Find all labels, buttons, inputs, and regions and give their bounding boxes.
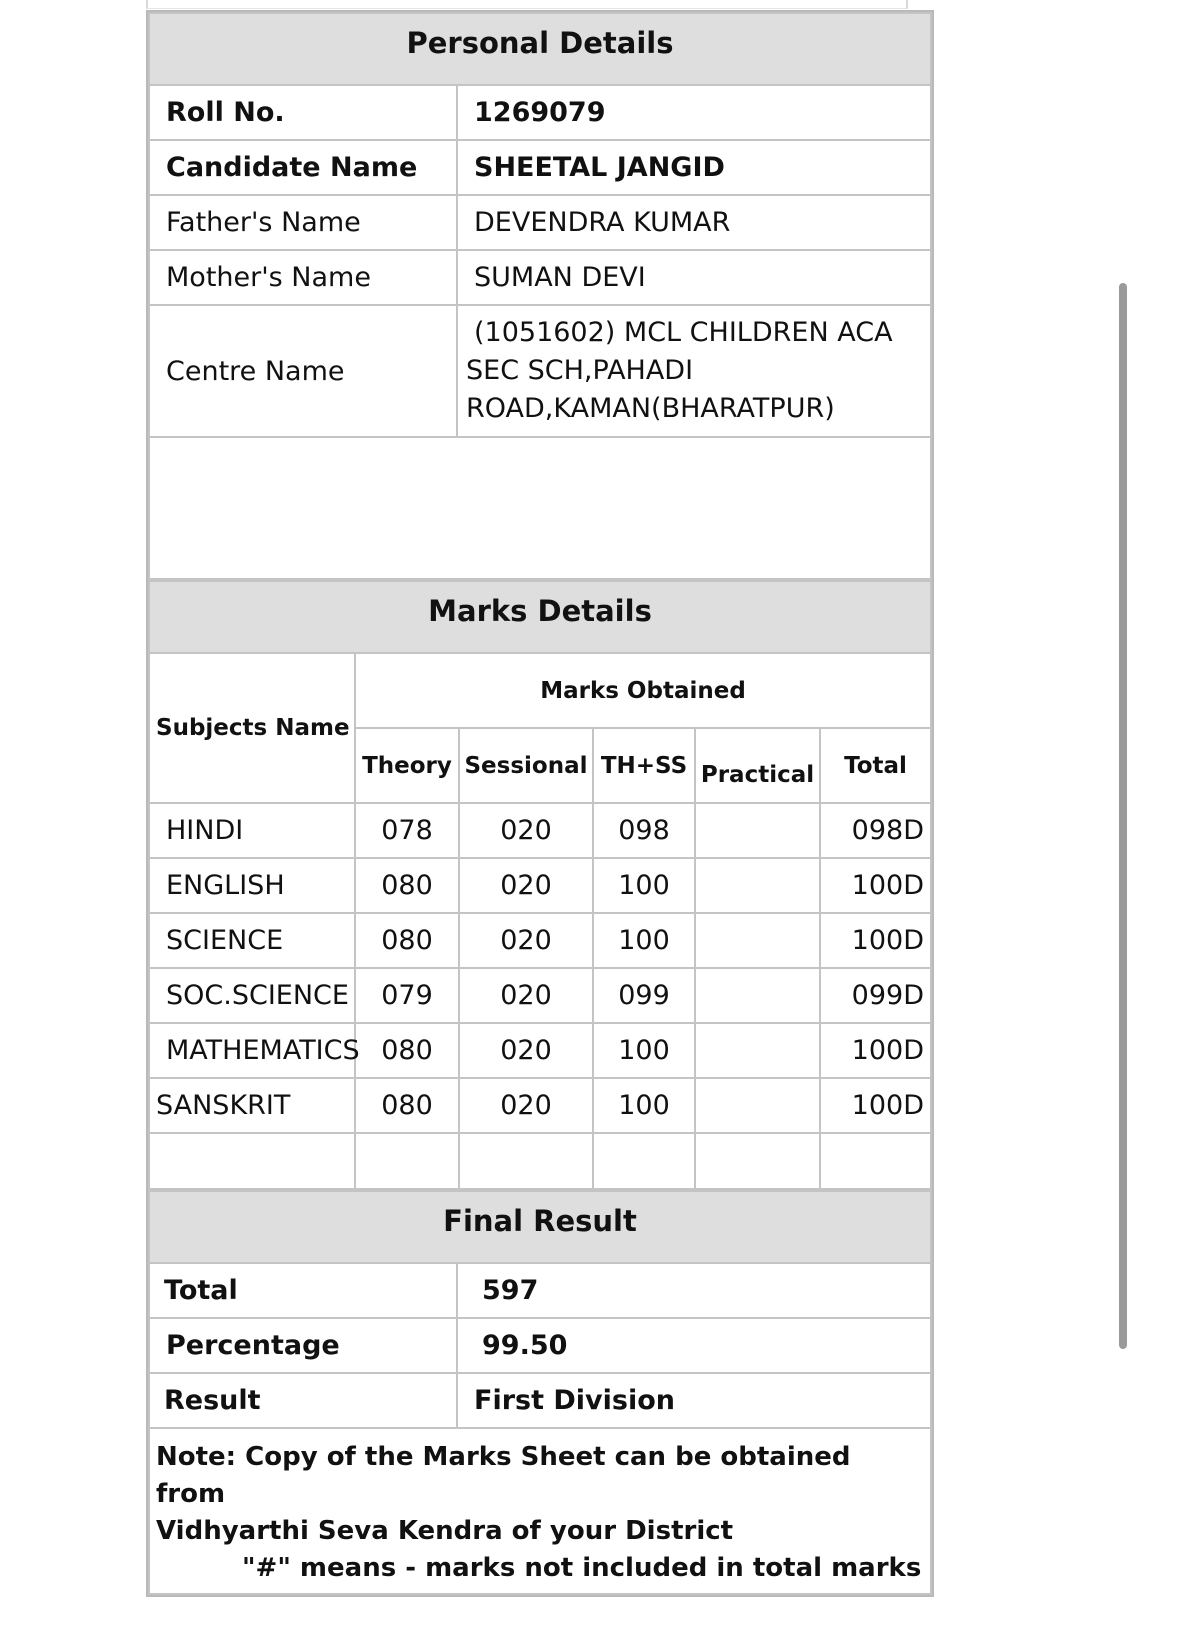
mother-name-value: SUMAN DEVI bbox=[457, 250, 931, 305]
centre-name-row bbox=[149, 305, 931, 437]
total-marks: 099D bbox=[820, 968, 931, 1023]
result-panel bbox=[146, 10, 934, 1597]
practical-marks bbox=[695, 913, 820, 968]
father-name-value: DEVENDRA KUMAR bbox=[457, 195, 931, 250]
marks-obtained-header: Marks Obtained bbox=[355, 653, 931, 728]
table-row bbox=[149, 968, 931, 1023]
total-marks: 098D bbox=[820, 803, 931, 858]
sessional-header: Sessional bbox=[459, 728, 593, 803]
sessional-marks: 020 bbox=[459, 803, 593, 858]
thss-marks: 100 bbox=[593, 1078, 695, 1133]
thss-header: TH+SS bbox=[593, 728, 695, 803]
thss-marks: 098 bbox=[593, 803, 695, 858]
total-marks: 100D bbox=[820, 1023, 931, 1078]
empty-table-row bbox=[149, 1133, 931, 1189]
final-result-heading: Final Result bbox=[149, 1191, 931, 1263]
personal-details-heading: Personal Details bbox=[149, 13, 931, 85]
note-row bbox=[149, 1428, 931, 1594]
subject-name: MATHEMATICS bbox=[149, 1023, 355, 1078]
sessional-marks: 020 bbox=[459, 858, 593, 913]
practical-marks bbox=[695, 858, 820, 913]
sessional-marks: 020 bbox=[459, 1023, 593, 1078]
table-row bbox=[149, 913, 931, 968]
practical-header: Practical bbox=[695, 728, 820, 803]
candidate-name-value: SHEETAL JANGID bbox=[457, 140, 931, 195]
result-row bbox=[149, 1373, 931, 1428]
subjects-name-header: Subjects Name bbox=[149, 653, 355, 803]
empty-cell bbox=[695, 1133, 820, 1189]
centre-name-value bbox=[457, 305, 931, 437]
empty-cell bbox=[355, 1133, 459, 1189]
roll-no-row bbox=[149, 85, 931, 140]
marks-details-heading: Marks Details bbox=[149, 581, 931, 653]
theory-marks: 080 bbox=[355, 1023, 459, 1078]
subject-name: SOC.SCIENCE bbox=[149, 968, 355, 1023]
mother-name-label: Mother's Name bbox=[149, 250, 457, 305]
total-row bbox=[149, 1263, 931, 1318]
note bbox=[149, 1428, 931, 1594]
sessional-marks: 020 bbox=[459, 1078, 593, 1133]
table-row bbox=[149, 858, 931, 913]
centre-line-2: SEC SCH,PAHADI bbox=[466, 355, 694, 386]
total-marks: 100D bbox=[820, 913, 931, 968]
thss-marks: 099 bbox=[593, 968, 695, 1023]
candidate-name-label: Candidate Name bbox=[149, 140, 457, 195]
previous-table-edge bbox=[146, 0, 908, 9]
empty-spacer bbox=[149, 437, 931, 579]
theory-marks: 079 bbox=[355, 968, 459, 1023]
sessional-marks: 020 bbox=[459, 968, 593, 1023]
theory-marks: 080 bbox=[355, 1078, 459, 1133]
empty-cell bbox=[459, 1133, 593, 1189]
final-result-table bbox=[148, 1190, 932, 1595]
total-marks: 100D bbox=[820, 858, 931, 913]
empty-cell bbox=[149, 1133, 355, 1189]
sessional-marks: 020 bbox=[459, 913, 593, 968]
result-label: Result bbox=[149, 1373, 457, 1428]
table-row bbox=[149, 803, 931, 858]
practical-marks bbox=[695, 803, 820, 858]
percentage-row bbox=[149, 1318, 931, 1373]
thss-marks: 100 bbox=[593, 858, 695, 913]
centre-line-3: ROAD,KAMAN(BHARATPUR) bbox=[466, 393, 835, 424]
marks-details-table bbox=[148, 580, 932, 1190]
practical-marks bbox=[695, 1023, 820, 1078]
empty-cell bbox=[820, 1133, 931, 1189]
table-row bbox=[149, 1023, 931, 1078]
table-row bbox=[149, 1078, 931, 1133]
theory-marks: 078 bbox=[355, 803, 459, 858]
practical-marks bbox=[695, 968, 820, 1023]
thss-marks: 100 bbox=[593, 913, 695, 968]
personal-details-table bbox=[148, 12, 932, 580]
subject-name: SCIENCE bbox=[149, 913, 355, 968]
theory-header: Theory bbox=[355, 728, 459, 803]
candidate-name-row bbox=[149, 140, 931, 195]
father-name-row bbox=[149, 195, 931, 250]
subject-name: ENGLISH bbox=[149, 858, 355, 913]
total-label: Total bbox=[149, 1263, 457, 1318]
roll-no-label: Roll No. bbox=[149, 85, 457, 140]
practical-marks bbox=[695, 1078, 820, 1133]
roll-no-value: 1269079 bbox=[457, 85, 931, 140]
percentage-value: 99.50 bbox=[457, 1318, 931, 1373]
theory-marks: 080 bbox=[355, 858, 459, 913]
mother-name-row bbox=[149, 250, 931, 305]
marks-header-row-1 bbox=[149, 653, 931, 728]
total-header: Total bbox=[820, 728, 931, 803]
subject-name: SANSKRIT bbox=[149, 1078, 355, 1133]
centre-name-label: Centre Name bbox=[149, 305, 457, 437]
percentage-label: Percentage bbox=[149, 1318, 457, 1373]
theory-marks: 080 bbox=[355, 913, 459, 968]
thss-marks: 100 bbox=[593, 1023, 695, 1078]
subject-name: HINDI bbox=[149, 803, 355, 858]
total-value: 597 bbox=[457, 1263, 931, 1318]
vertical-scrollbar[interactable] bbox=[1119, 283, 1127, 1349]
centre-line-1: (1051602) MCL CHILDREN ACA bbox=[474, 317, 893, 348]
note-line-2: Vidhyarthi Seva Kendra of your District bbox=[156, 1516, 734, 1546]
result-value: First Division bbox=[457, 1373, 931, 1428]
note-line-3: "#" means - marks not included in total marks bbox=[242, 1553, 922, 1583]
note-line-1: Note: Copy of the Marks Sheet can be obtained from bbox=[156, 1442, 851, 1509]
total-marks: 100D bbox=[820, 1078, 931, 1133]
father-name-label: Father's Name bbox=[149, 195, 457, 250]
spacer-row bbox=[149, 437, 931, 579]
empty-cell bbox=[593, 1133, 695, 1189]
